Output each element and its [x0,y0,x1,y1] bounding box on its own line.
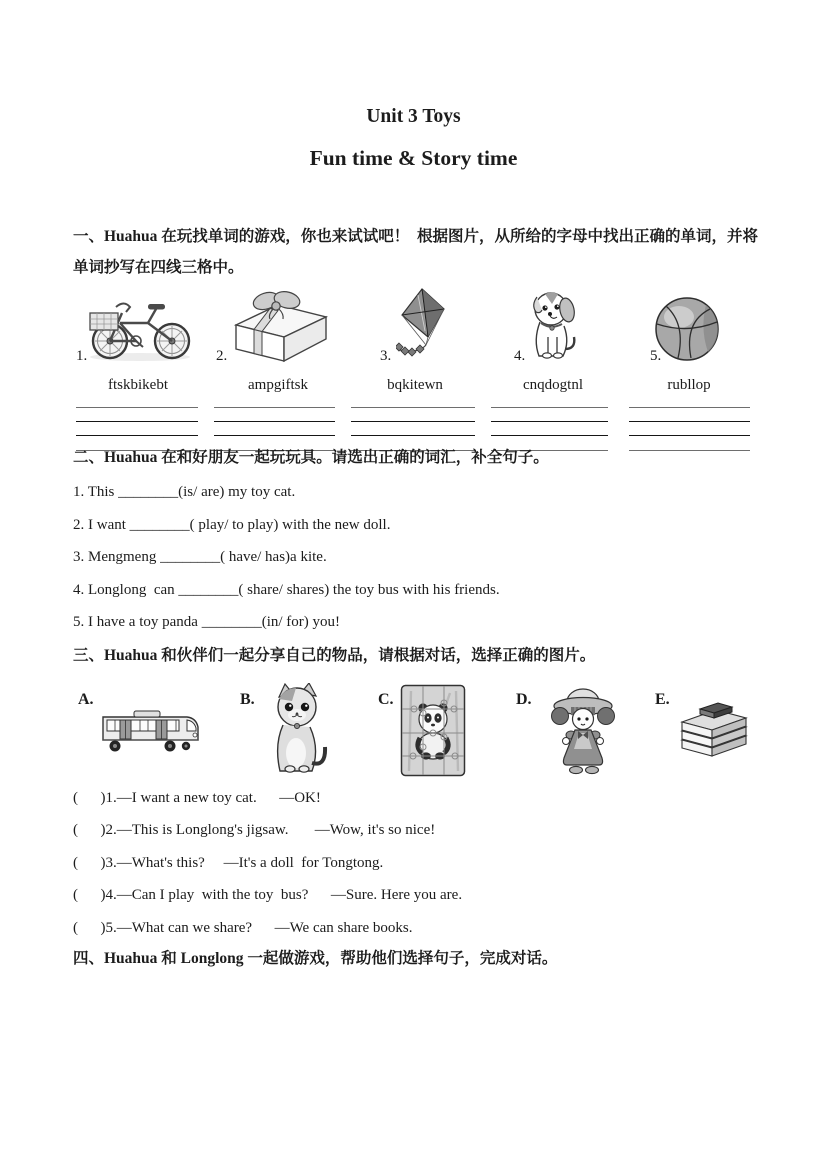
dialogue-line: ( )4.—Can I play with the toy bus? —Sure. Here you are. [73,887,463,903]
kite-icon [396,287,448,365]
fill-blank-sentence: 1. This ________(is/ are) my toy cat. [73,484,296,500]
writing-lines-grid [629,407,750,452]
dialogue-line: ( )5.—What can we share? —We can share books. [73,920,413,936]
fill-blank-sentence: 3. Mengmeng ________( have/ has)a kite. [73,549,327,565]
bicycle-icon [84,293,196,363]
section3-heading: 三、Huahua 和伙伴们一起分享自己的物品，请根据对话，选择正确的图片。 [73,647,596,664]
option-label: D. [516,691,532,708]
fill-blank-sentence: 5. I have a toy panda ________(in/ for) you! [73,614,341,630]
doll-icon [541,683,627,778]
dialogue-line: ( )2.—This is Longlong's jigsaw. —Wow, it's so nice! [73,822,436,838]
scrambled-letters: rubllop [667,377,711,393]
option-label: B. [240,691,255,708]
option-label: A. [78,691,94,708]
books-icon [674,700,752,766]
section1-heading-line1: 一、Huahua 在玩找单词的游戏，你也来试试吧！ 根据图片，从所给的字母中找出正确的单词，并将 [73,228,759,245]
option-label: E. [655,691,670,708]
fill-blank-sentence: 2. I want ________( play/ to play) with the new doll. [73,517,391,533]
writing-lines-grid [491,407,608,452]
panda-jigsaw-icon [399,683,467,778]
fill-blank-sentence: 4. Longlong can ________( share/ shares) the toy bus with his friends. [73,582,500,598]
dialogue-line: ( )1.—I want a new toy cat. —OK! [73,790,321,806]
scrambled-letters: ampgiftsk [248,377,308,393]
gift-icon [226,291,334,363]
dog-icon [524,289,584,364]
item-number: 1. [76,348,88,364]
item-number: 4. [514,348,526,364]
scrambled-letters: bqkitewn [387,377,443,393]
page-title: Unit 3 Toys [366,106,461,127]
toy-cat-icon [266,683,328,775]
item-number: 3. [380,348,392,364]
scrambled-letters: cnqdogtnl [523,377,583,393]
writing-lines-grid [351,407,475,452]
section1-heading-line2: 单词抄写在四线三格中。 [73,259,244,276]
page-subtitle: Fun time & Story time [309,146,518,170]
section2-heading: 二、Huahua 在和好朋友一起玩玩具。请选出正确的词汇，补全句子。 [73,449,549,466]
ball-icon [654,296,720,362]
scrambled-letters: ftskbikebt [108,377,168,393]
bus-icon [100,705,202,753]
option-label: C. [378,691,394,708]
dialogue-line: ( )3.—What's this? —It's a doll for Tongtong. [73,855,384,871]
writing-lines-grid [76,407,198,452]
writing-lines-grid [214,407,335,452]
item-number: 5. [650,348,662,364]
section4-heading: 四、Huahua 和 Longlong 一起做游戏，帮助他们选择句子，完成对话。 [73,950,558,967]
item-number: 2. [216,348,228,364]
